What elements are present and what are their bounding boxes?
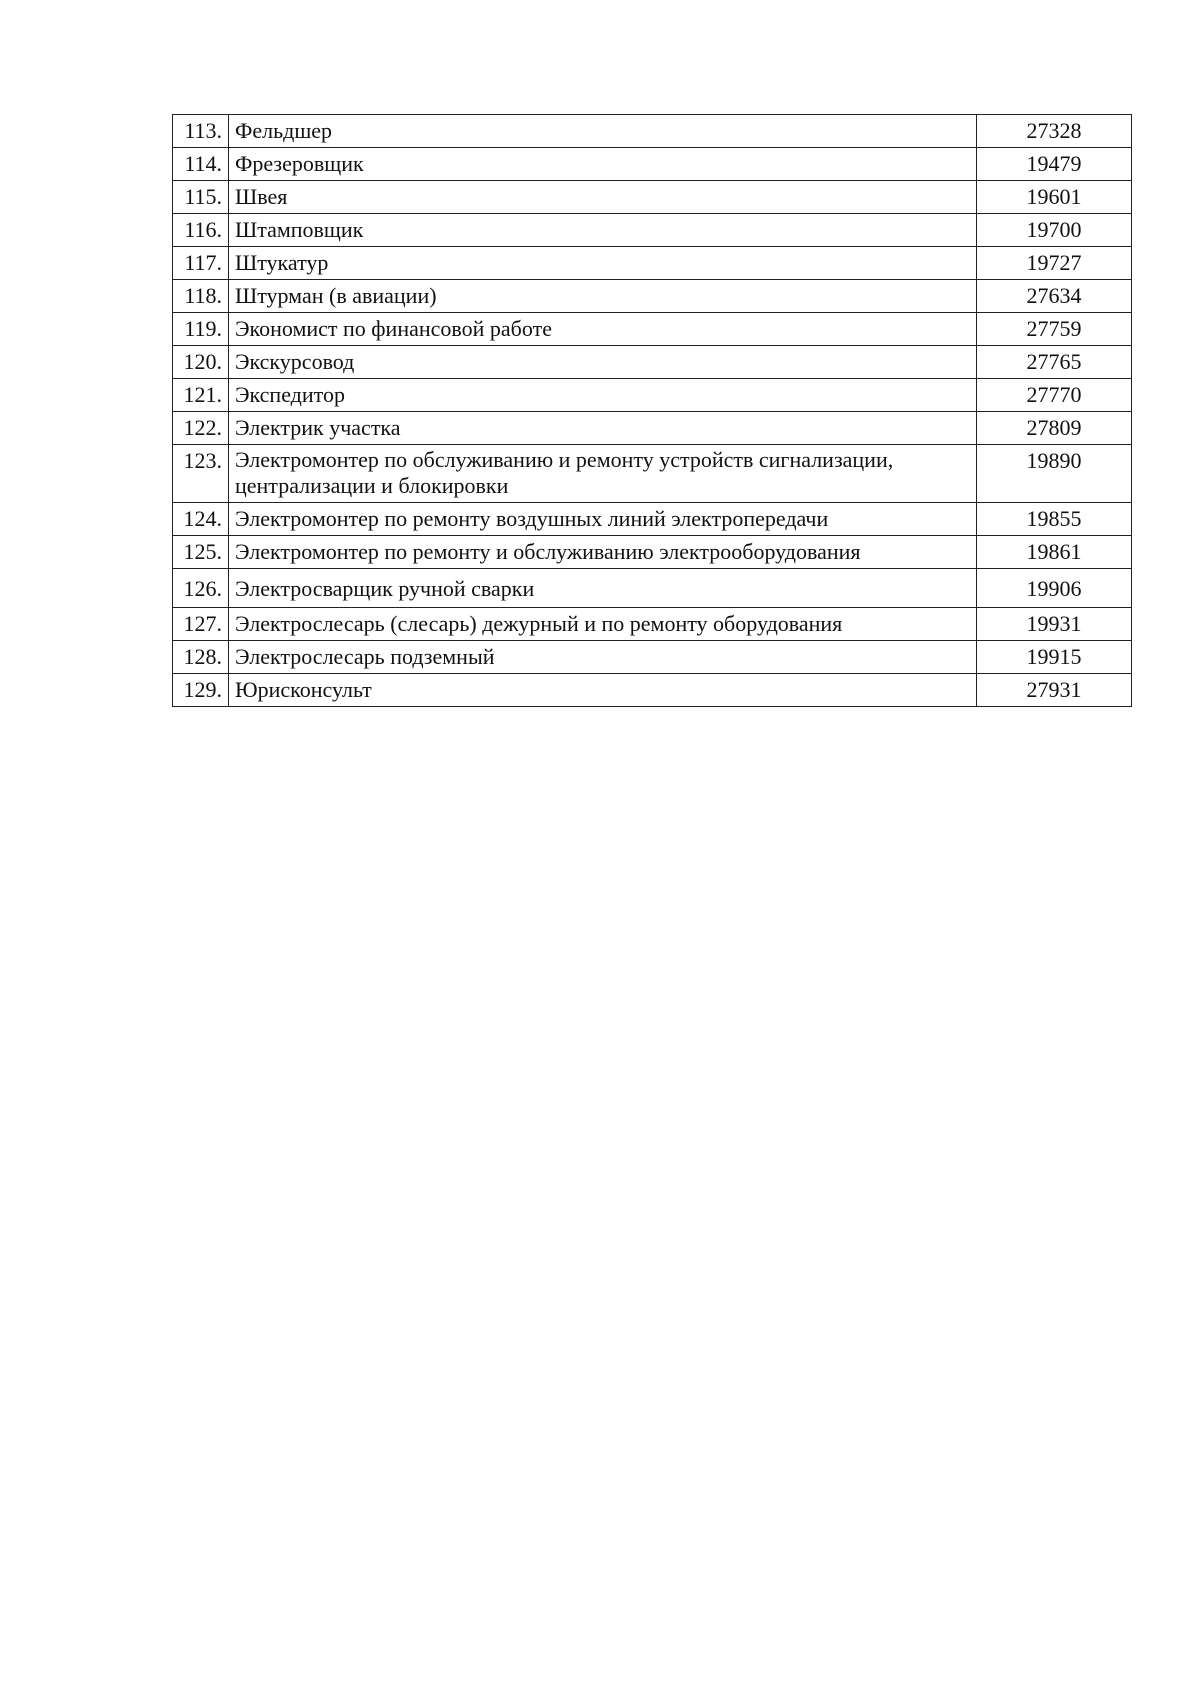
table-row: [173, 280, 1132, 313]
table-row: [173, 247, 1132, 280]
profession-code: 19890: [977, 445, 1132, 503]
profession-code: 27770: [977, 379, 1132, 412]
profession-name: Электросварщик ручной сварки: [229, 569, 977, 608]
table-row: [173, 148, 1132, 181]
row-number: 115.: [173, 181, 229, 214]
profession-name: Фрезеровщик: [229, 148, 977, 181]
row-number: 113.: [173, 115, 229, 148]
profession-code: 19700: [977, 214, 1132, 247]
profession-name: Электрослесарь подземный: [229, 641, 977, 674]
profession-name: Штамповщик: [229, 214, 977, 247]
table-row: [173, 608, 1132, 641]
profession-code: 19601: [977, 181, 1132, 214]
table-row: [173, 569, 1132, 608]
profession-code: 27328: [977, 115, 1132, 148]
row-number: 118.: [173, 280, 229, 313]
row-number: 124.: [173, 503, 229, 536]
row-number: 116.: [173, 214, 229, 247]
profession-code: 19727: [977, 247, 1132, 280]
profession-name: Электромонтер по ремонту и обслуживанию электрооборудования: [229, 536, 977, 569]
row-number: 117.: [173, 247, 229, 280]
profession-code: 19906: [977, 569, 1132, 608]
table-row: [173, 379, 1132, 412]
profession-name: Электромонтер по ремонту воздушных линий электропередачи: [229, 503, 977, 536]
table-row: [173, 641, 1132, 674]
table-row: [173, 503, 1132, 536]
table-row: [173, 181, 1132, 214]
table-row: [173, 115, 1132, 148]
row-number: 125.: [173, 536, 229, 569]
profession-name: Экскурсовод: [229, 346, 977, 379]
row-number: 120.: [173, 346, 229, 379]
profession-code: 19861: [977, 536, 1132, 569]
table-row: [173, 674, 1132, 707]
row-number: 119.: [173, 313, 229, 346]
profession-name: Швея: [229, 181, 977, 214]
profession-code: 27634: [977, 280, 1132, 313]
table-row: [173, 536, 1132, 569]
profession-name: Экспедитор: [229, 379, 977, 412]
profession-name: Штурман (в авиации): [229, 280, 977, 313]
row-number: 128.: [173, 641, 229, 674]
table-row: [173, 445, 1132, 503]
row-number: 126.: [173, 569, 229, 608]
profession-code: 19479: [977, 148, 1132, 181]
profession-code: 27809: [977, 412, 1132, 445]
profession-code: 27759: [977, 313, 1132, 346]
profession-name: Экономист по финансовой работе: [229, 313, 977, 346]
profession-name: Электромонтер по обслуживанию и ремонту устройств сигнализации, централизации и блокировки: [229, 445, 977, 503]
row-number: 129.: [173, 674, 229, 707]
row-number: 122.: [173, 412, 229, 445]
profession-code: 27765: [977, 346, 1132, 379]
profession-code: 19855: [977, 503, 1132, 536]
profession-name: Штукатур: [229, 247, 977, 280]
profession-name: Электрик участка: [229, 412, 977, 445]
profession-name: Электрослесарь (слесарь) дежурный и по ремонту оборудования: [229, 608, 977, 641]
profession-name: Фельдшер: [229, 115, 977, 148]
profession-code: 19915: [977, 641, 1132, 674]
table-row: [173, 412, 1132, 445]
profession-code: 19931: [977, 608, 1132, 641]
row-number: 121.: [173, 379, 229, 412]
professions-table: [172, 114, 1132, 707]
table-row: [173, 214, 1132, 247]
row-number: 123.: [173, 445, 229, 503]
table-row: [173, 313, 1132, 346]
table-row: [173, 346, 1132, 379]
profession-name: Юрисконсульт: [229, 674, 977, 707]
row-number: 127.: [173, 608, 229, 641]
profession-code: 27931: [977, 674, 1132, 707]
row-number: 114.: [173, 148, 229, 181]
